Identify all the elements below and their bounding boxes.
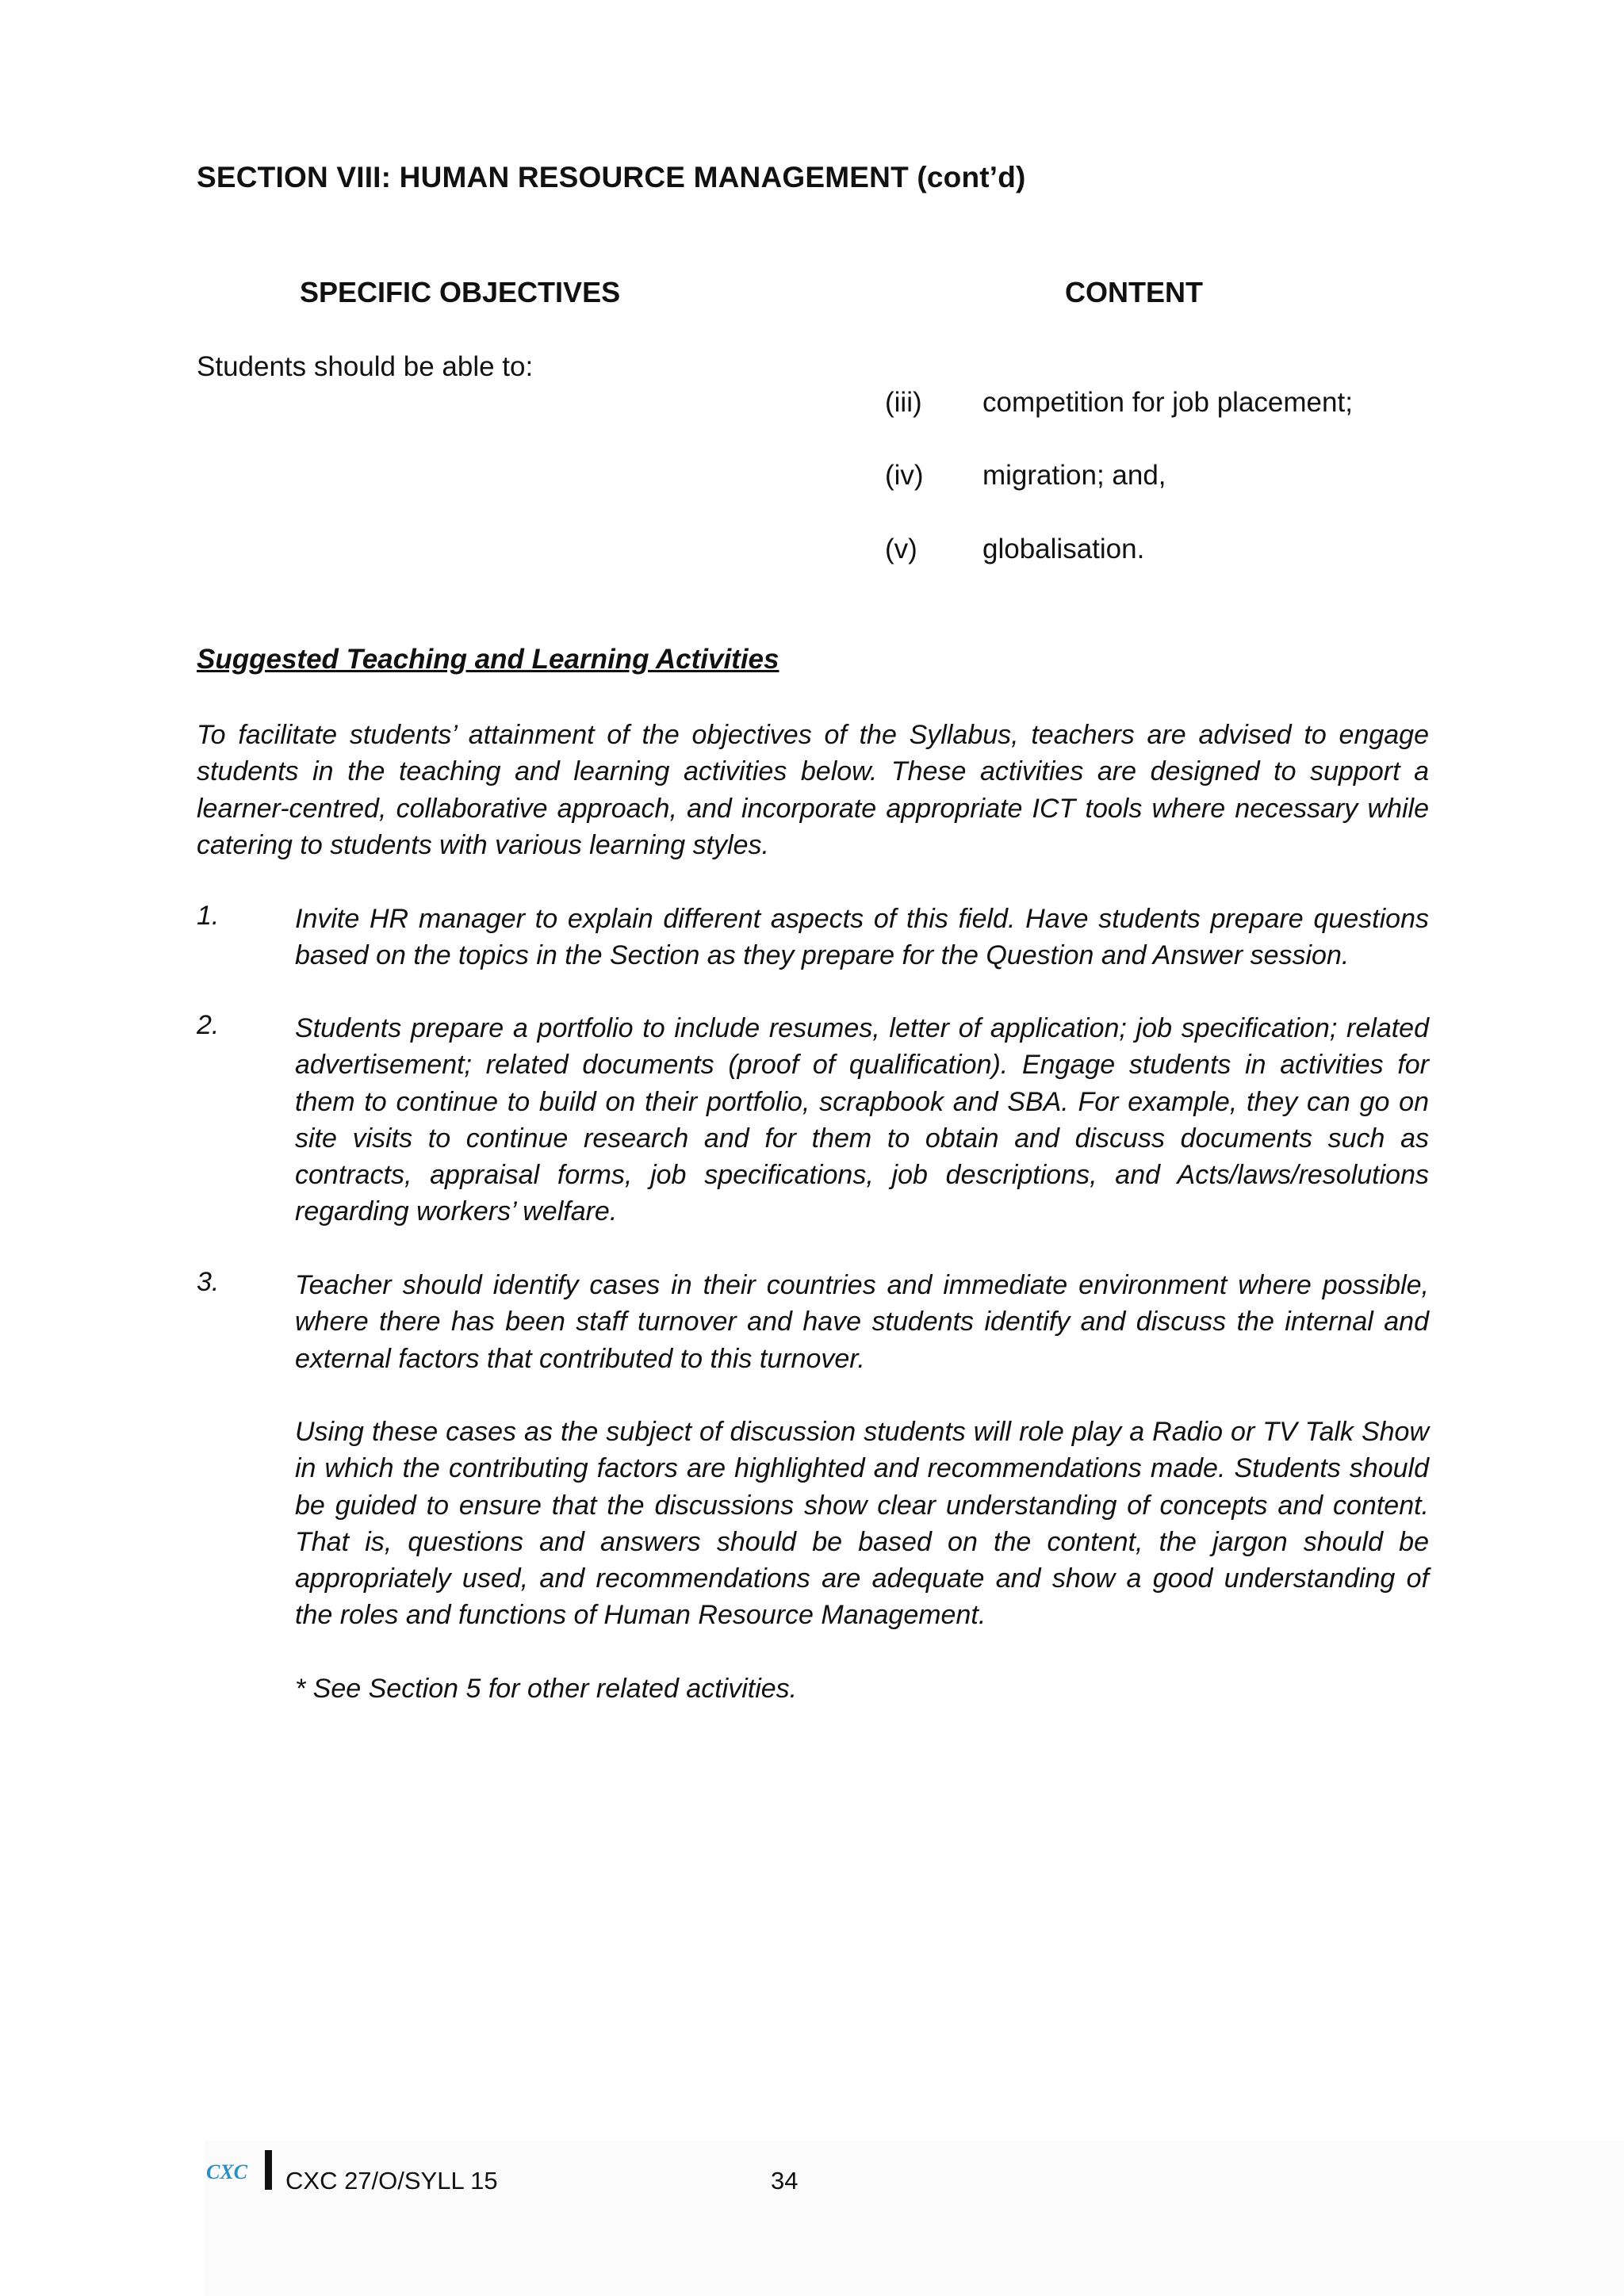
footer-divider bbox=[265, 2150, 272, 2190]
activities-heading: Suggested Teaching and Learning Activities bbox=[197, 644, 779, 675]
content-item-number: (iv) bbox=[885, 460, 924, 491]
cxc-logo-text: CXC bbox=[206, 2160, 248, 2183]
specific-objectives-heading: SPECIFIC OBJECTIVES bbox=[300, 276, 621, 308]
content-item-number: (v) bbox=[885, 534, 917, 564]
activity-followup: Using these cases as the subject of discussion students will role play a Radio or TV Talk Show in which the contributing factors are highlighted and recommendations made. Students should be guided to ensure that the discussions show clear understanding of concepts and content. That is, questions and answers should be based on the content, the jargon should be appropriately used, and recommendations are adequate and show a good understanding of the roles and functions of Human Resource Management. bbox=[295, 1417, 1429, 1631]
activity-number: 3. bbox=[197, 1267, 220, 1297]
cxc-logo bbox=[205, 2156, 254, 2196]
activity-text: Students prepare a portfolio to include resumes, letter of application; job specification; related advertisement; related documents (proof of qualification). Engage students in activities for them to continue to build on their portfolio, scrapbook and SBA. For example, they can go on site visits to continue research and for them to obtain and discuss documents such as contracts, appraisal forms, job specifications, job descriptions, and Acts/laws/resolutions regarding workers’ welfare. bbox=[295, 1013, 1429, 1227]
content-item-text: competition for job placement; bbox=[982, 387, 1353, 418]
activities-intro: To facilitate students’ attainment of the objectives of the Syllabus, teachers are advised to engage students in the teaching and learning activities below. These activities are designed to support a learner-centred, collaborative approach, and incorporate appropriate ICT tools where necessary while catering to students with various learning styles. bbox=[197, 720, 1429, 860]
page-number: 34 bbox=[771, 2167, 799, 2195]
activity-text: Teacher should identify cases in their countries and immediate environment where possible, where there has been staff turnover and have students identify and discuss the internal and external factors that contributed to this turnover. bbox=[295, 1270, 1429, 1374]
activity-text: Invite HR manager to explain different aspects of this field. Have students prepare questions based on the topics in the Section as they prepare for the Question and Answer session. bbox=[295, 904, 1429, 971]
activity-number: 2. bbox=[197, 1010, 220, 1040]
content-item-text: globalisation. bbox=[982, 534, 1145, 564]
syllabus-code: CXC 27/O/SYLL 15 bbox=[285, 2167, 498, 2195]
section-title: SECTION VIII: HUMAN RESOURCE MANAGEMENT (cont’d) bbox=[197, 161, 1026, 193]
activity-note: * See Section 5 for other related activities. bbox=[295, 1674, 798, 1704]
activity-number: 1. bbox=[197, 901, 220, 931]
content-item-text: migration; and, bbox=[982, 460, 1166, 491]
content-heading: CONTENT bbox=[1065, 276, 1203, 308]
content-item-number: (iii) bbox=[885, 387, 922, 418]
objectives-intro: Students should be able to: bbox=[197, 351, 534, 382]
footer-background bbox=[205, 2141, 1624, 2296]
